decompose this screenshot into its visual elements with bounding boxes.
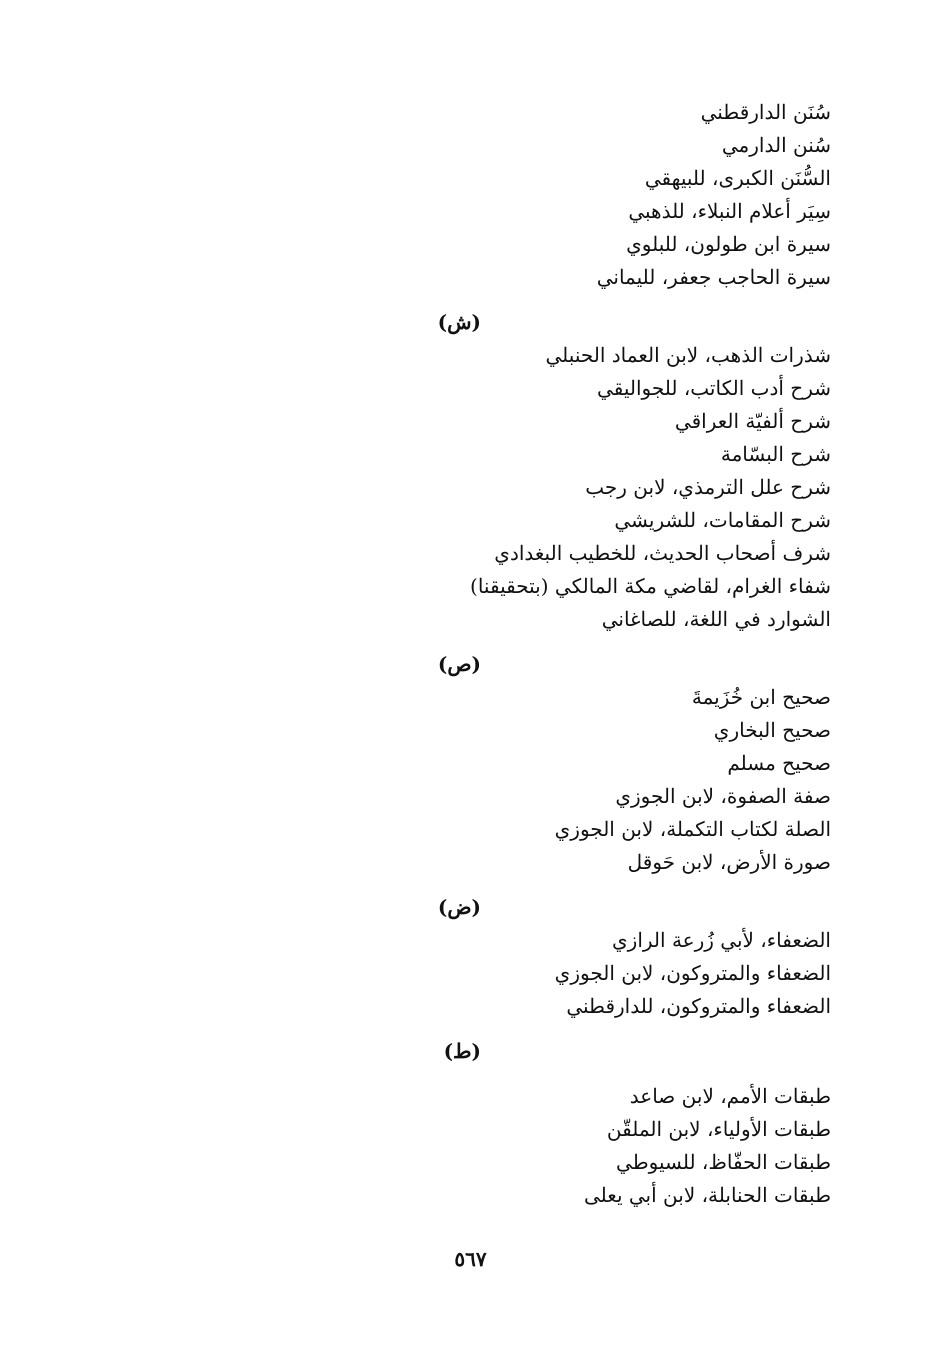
list-item: سِيَر أعلام النبلاء، للذهبي — [628, 199, 831, 223]
list-item: الشوارد في اللغة، للصاغاني — [601, 607, 831, 631]
list-item: السُّنَن الكبرى، للبيهقي — [644, 166, 831, 190]
list-item: شفاء الغرام، لقاضي مكة المالكي (بتحقيقنا) — [470, 574, 831, 598]
list-item: الضعفاء والمتروكون، للدارقطني — [566, 994, 831, 1018]
list-item: طبقات الحنابلة، لابن أبي يعلى — [584, 1183, 831, 1207]
section-heading-dad: (ض) — [437, 895, 481, 919]
list-item: شرف أصحاب الحديث، للخطيب البغدادي — [494, 541, 831, 565]
list-item: صحيح مسلم — [727, 751, 831, 775]
list-item: شرح علل الترمذي، لابن رجب — [585, 475, 831, 499]
section-shin — [311, 306, 831, 636]
section-sad — [311, 648, 831, 879]
section-sin-continued — [311, 96, 831, 294]
list-item: صحيح البخاري — [713, 718, 831, 742]
list-item: صورة الأرض، لابن حَوقل — [627, 850, 831, 874]
section-ta — [311, 1035, 831, 1212]
list-item: شرح ألفيّة العراقي — [674, 409, 831, 433]
list-item: الضعفاء، لأبي زُرعة الرازي — [612, 928, 831, 952]
list-item: شرح أدب الكاتب، للجواليقي — [597, 376, 831, 400]
section-heading-ta: (ط) — [443, 1039, 481, 1063]
list-item: سيرة ابن طولون، للبلوي — [626, 232, 831, 256]
list-item: صفة الصفوة، لابن الجوزي — [615, 784, 831, 808]
section-heading-sad: (ص) — [437, 652, 481, 676]
list-item: شرح المقامات، للشريشي — [614, 508, 831, 532]
list-item: سيرة الحاجب جعفر، لليماني — [596, 265, 831, 289]
list-item: طبقات الأمم، لابن صاعد — [629, 1084, 831, 1108]
list-item: صحيح ابن خُزَيمةَ — [691, 685, 831, 709]
section-heading-shin: (ش) — [437, 310, 481, 334]
list-item: طبقات الأولياء، لابن الملقّن — [606, 1117, 831, 1141]
list-item: شرح البسّامة — [720, 442, 831, 466]
section-dad — [311, 891, 831, 1023]
list-item: سُنن الدارمي — [721, 133, 831, 157]
list-item: الصلة لكتاب التكملة، لابن الجوزي — [554, 817, 831, 841]
list-item: الضعفاء والمتروكون، لابن الجوزي — [554, 961, 831, 985]
list-item: سُنَن الدارقطني — [700, 100, 831, 124]
list-item: طبقات الحفّاظ، للسيوطي — [616, 1150, 831, 1174]
bibliography-list — [311, 96, 831, 1212]
list-item: شذرات الذهب، لابن العماد الحنبلي — [545, 343, 831, 367]
page-number: ٥٦٧ — [454, 1247, 487, 1271]
